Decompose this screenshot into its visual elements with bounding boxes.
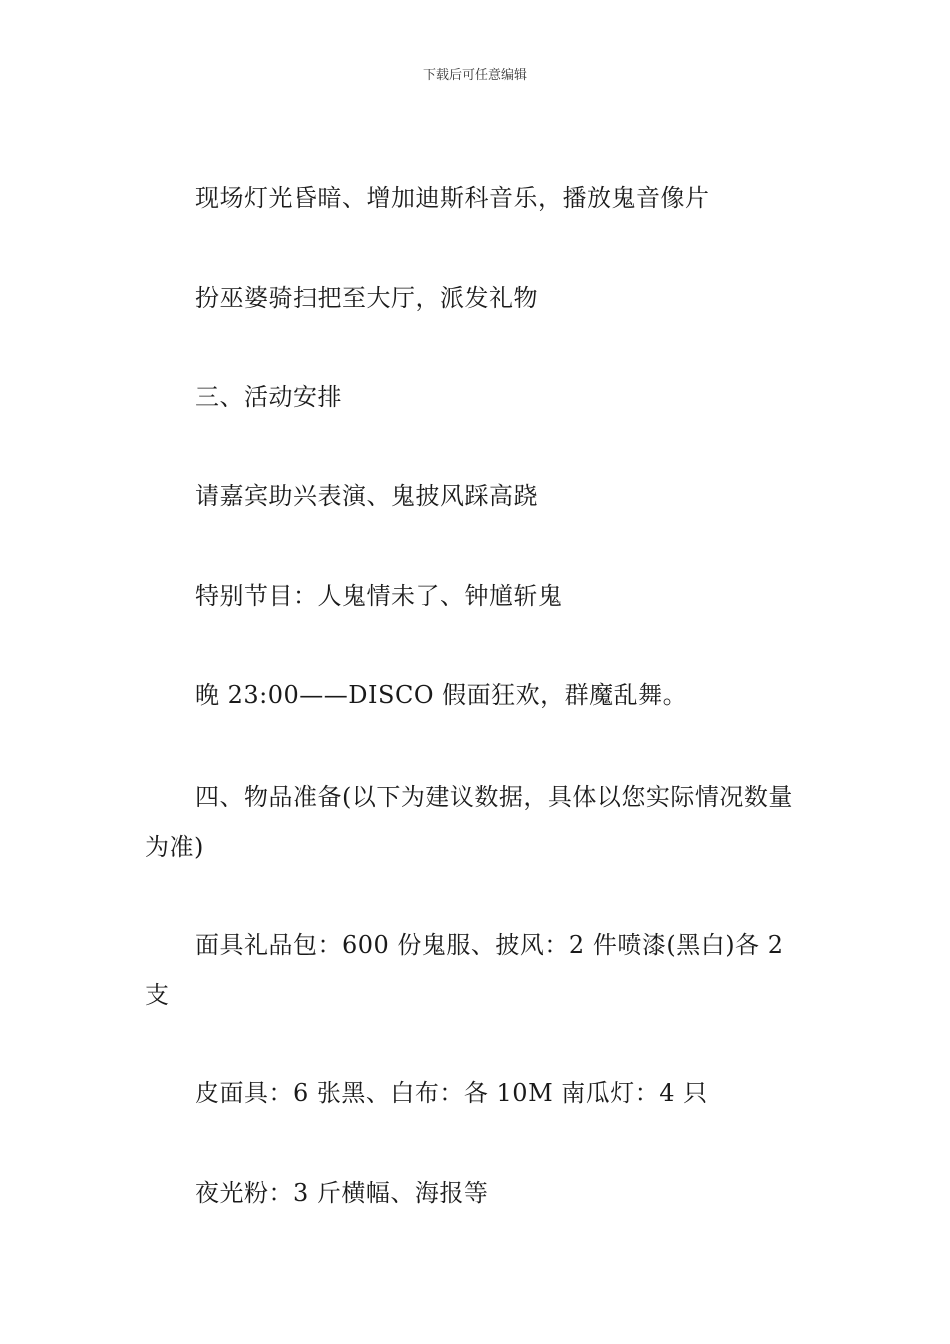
paragraph-guest-performance: 请嘉宾助兴表演、鬼披风踩高跷 (195, 482, 538, 510)
paragraph-disco: 晚 23:00——DISCO 假面狂欢，群魔乱舞。 (195, 681, 688, 709)
paragraph-glow-powder: 夜光粉：3 斤横幅、海报等 (195, 1179, 489, 1207)
section-heading-supplies: 四、物品准备(以下为建议数据，具体以您实际情况数量为准) (145, 783, 793, 861)
paragraph-leather-masks: 皮面具：6 张黑、白布：各 10M 南瓜灯：4 只 (195, 1079, 708, 1107)
paragraph-lighting: 现场灯光昏暗、增加迪斯科音乐，播放鬼音像片 (195, 184, 710, 212)
paragraph-witch-gifts: 扮巫婆骑扫把至大厅，派发礼物 (195, 284, 538, 312)
page-header: 下载后可任意编辑 (422, 68, 527, 83)
paragraph-special-program: 特别节目：人鬼情未了、钟馗斩鬼 (195, 582, 563, 610)
section-heading-activity: 三、活动安排 (195, 383, 342, 411)
paragraph-mask-gift-pack: 面具礼品包：600 份鬼服、披风：2 件喷漆(黑白)各 2 支 (145, 931, 784, 1009)
